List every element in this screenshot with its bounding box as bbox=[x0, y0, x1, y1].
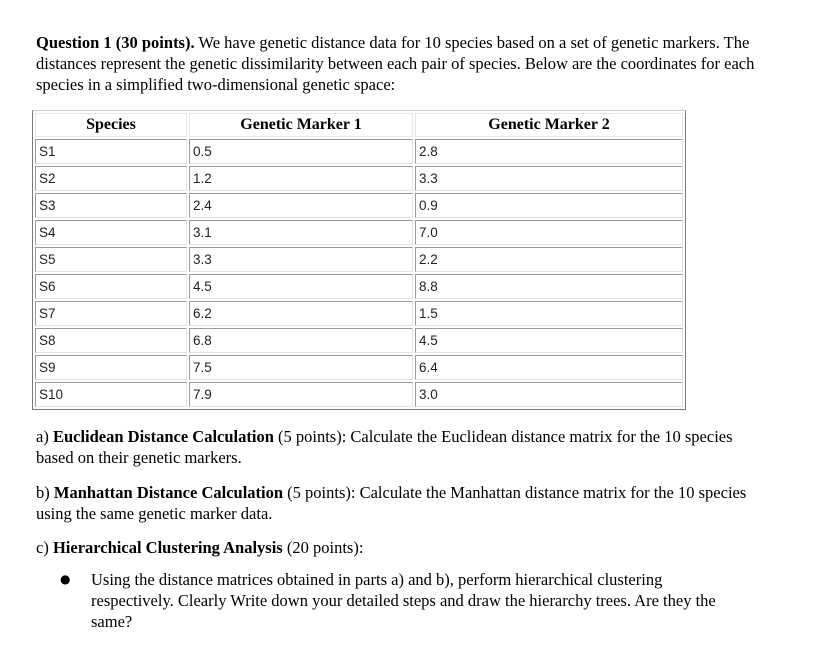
cell-genetic-marker-1: 0.5 bbox=[189, 139, 413, 164]
part-a-text: (5 points): Calculate the Euclidean distance matrix for the 10 species based on their genetic markers. bbox=[36, 427, 733, 467]
cell-genetic-marker-1: 3.3 bbox=[189, 247, 413, 272]
cell-genetic-marker-1: 7.5 bbox=[189, 355, 413, 380]
cell-genetic-marker-2: 2.2 bbox=[415, 247, 683, 272]
cell-genetic-marker-1: 1.2 bbox=[189, 166, 413, 191]
part-b-prefix: b) bbox=[36, 483, 54, 502]
table-row bbox=[35, 274, 683, 299]
part-a-prefix: a) bbox=[36, 427, 53, 446]
table-row bbox=[35, 166, 683, 191]
cell-genetic-marker-2: 4.5 bbox=[415, 328, 683, 353]
cell-genetic-marker-2: 7.0 bbox=[415, 220, 683, 245]
cell-species: S6 bbox=[35, 274, 187, 299]
part-c-prefix: c) bbox=[36, 538, 53, 557]
cell-genetic-marker-2: 2.8 bbox=[415, 139, 683, 164]
cell-genetic-marker-1: 3.1 bbox=[189, 220, 413, 245]
cell-genetic-marker-1: 6.2 bbox=[189, 301, 413, 326]
part-a bbox=[36, 426, 756, 468]
cell-genetic-marker-2: 3.0 bbox=[415, 382, 683, 407]
cell-genetic-marker-1: 4.5 bbox=[189, 274, 413, 299]
cell-genetic-marker-2: 3.3 bbox=[415, 166, 683, 191]
table-row bbox=[35, 301, 683, 326]
species-marker-table bbox=[32, 110, 686, 410]
header-genetic-marker-2: Genetic Marker 2 bbox=[415, 113, 683, 137]
table-row bbox=[35, 139, 683, 164]
cell-species: S5 bbox=[35, 247, 187, 272]
cell-species: S3 bbox=[35, 193, 187, 218]
part-a-title: Euclidean Distance Calculation bbox=[52, 427, 274, 446]
species-table-container bbox=[32, 110, 686, 410]
cell-species: S9 bbox=[35, 355, 187, 380]
table-row bbox=[35, 328, 683, 353]
cell-genetic-marker-2: 1.5 bbox=[415, 301, 683, 326]
cell-species: S1 bbox=[35, 139, 187, 164]
part-c bbox=[36, 537, 756, 558]
table-row bbox=[35, 247, 683, 272]
cell-species: S4 bbox=[35, 220, 187, 245]
table-row bbox=[35, 193, 683, 218]
header-genetic-marker-1: Genetic Marker 1 bbox=[189, 113, 413, 137]
question-description: We have genetic distance data for 10 species based on a set of genetic markers. The distances represent the genetic dissimilarity between each pair of species. Below are the coordinates for each species in a simplified two-dimensional genetic space: bbox=[36, 33, 755, 94]
cell-genetic-marker-1: 6.8 bbox=[189, 328, 413, 353]
question-heading: Question 1 (30 points). bbox=[36, 33, 195, 52]
cell-species: S10 bbox=[35, 382, 187, 407]
question-intro bbox=[36, 32, 756, 95]
part-c-bullet-text: Using the distance matrices obtained in parts a) and b), perform hierarchical clustering respectively. Clearly Write down your detailed steps and draw the hierarchy trees. Are they the same? bbox=[91, 570, 716, 631]
table-row bbox=[35, 382, 683, 407]
part-b bbox=[36, 482, 756, 524]
cell-genetic-marker-1: 7.9 bbox=[189, 382, 413, 407]
cell-species: S2 bbox=[35, 166, 187, 191]
bullet-icon: ● bbox=[60, 572, 71, 586]
cell-genetic-marker-2: 6.4 bbox=[415, 355, 683, 380]
part-c-text: (20 points): bbox=[282, 538, 364, 557]
cell-species: S8 bbox=[35, 328, 187, 353]
cell-genetic-marker-1: 2.4 bbox=[189, 193, 413, 218]
header-species: Species bbox=[35, 113, 187, 137]
table-row bbox=[35, 355, 683, 380]
part-b-text: (5 points): Calculate the Manhattan distance matrix for the 10 species using the same genetic marker data. bbox=[36, 483, 747, 523]
table-body bbox=[35, 139, 683, 407]
cell-genetic-marker-2: 0.9 bbox=[415, 193, 683, 218]
table-row bbox=[35, 220, 683, 245]
table-header-row bbox=[35, 113, 683, 137]
part-b-title: Manhattan Distance Calculation bbox=[53, 483, 284, 502]
cell-species: S7 bbox=[35, 301, 187, 326]
part-c-title: Hierarchical Clustering Analysis bbox=[52, 538, 283, 557]
cell-genetic-marker-2: 8.8 bbox=[415, 274, 683, 299]
